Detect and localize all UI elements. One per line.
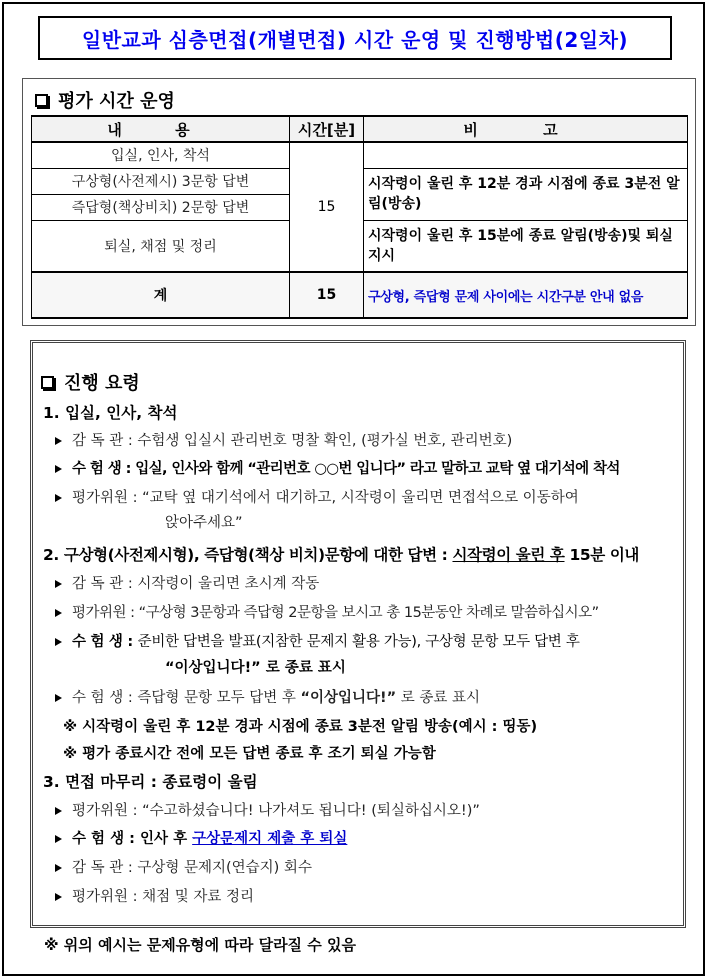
footnote: ※ 위의 예시는 문제유형에 따라 달라질 수 있음 <box>44 936 356 954</box>
procedure-heading-text: 진행 요령 <box>64 373 140 394</box>
step2-note: ※ 시작령이 울린 후 12분 경과 시점에 종료 3분전 알림 방송(예시 : 띵동) <box>63 719 538 735</box>
page-title: 일반교과 심층면접(개별면접) 시간 운영 및 진행방법(2일차) <box>38 16 672 60</box>
list-item-label: 수 험 생 : 인사 후 <box>72 831 193 847</box>
row-note-empty <box>364 142 688 168</box>
list-item <box>55 429 512 450</box>
bullet-triangle-icon <box>55 580 62 588</box>
schedule-heading-text: 평가 시간 운영 <box>58 91 175 112</box>
step2-heading <box>43 543 639 565</box>
list-item-bold: “이상입니다!” <box>300 690 397 706</box>
bullet-triangle-icon <box>55 864 62 872</box>
list-item-text: 감 독 관 : 시작령이 울리면 초시계 작동 <box>72 576 320 592</box>
bullet-triangle-icon <box>55 835 62 843</box>
list-item-text: 평가위원 : “구상형 3문항과 즉답형 2문항을 보시고 총 15분동안 차례로 말씀하십시오” <box>72 605 599 621</box>
step2-heading-suffix: 15분 이내 <box>564 546 639 564</box>
schedule-table <box>31 115 688 319</box>
step2-heading-underlined: 시작령이 울린 후 <box>452 546 565 564</box>
bullet-triangle-icon <box>55 609 62 617</box>
step2-note: ※ 평가 종료시간 전에 모든 답변 종료 후 조기 퇴실 가능함 <box>63 746 436 762</box>
list-item-text: 감 독 관 : 수험생 입실시 관리번호 명찰 확인, (평가실 번호, 관리번호) <box>72 433 513 449</box>
list-item <box>55 856 312 877</box>
row-content: 구상형(사전제시) 3문항 답변 <box>32 168 290 194</box>
list-item <box>55 686 480 707</box>
bullet-triangle-icon <box>55 694 62 702</box>
schedule-heading <box>35 87 175 113</box>
total-time: 15 <box>290 272 364 318</box>
total-note: 구상형, 즉답형 문제 사이에는 시간구분 안내 없음 <box>364 272 688 318</box>
procedure-section <box>30 340 686 928</box>
row-note: 시작령이 울린 후 15분에 종료 알림(방송)및 퇴실 지시 <box>364 220 688 272</box>
row-note: 시작령이 울린 후 12분 경과 시점에 종료 3분전 알림(방송) <box>364 168 688 220</box>
list-item-highlight: 구상문제지 제출 후 퇴실 <box>192 831 348 847</box>
column-header-note: 비 고 <box>364 116 688 142</box>
bullet-triangle-icon <box>55 893 62 901</box>
list-item <box>55 572 319 593</box>
list-item-continuation: “이상입니다!” 로 종료 표시 <box>165 660 346 676</box>
list-item-continuation: 앉아주세요” <box>165 515 243 531</box>
step1-heading: 1. 입실, 인사, 착석 <box>43 404 178 422</box>
row-content: 입실, 인사, 착석 <box>32 142 290 168</box>
list-item-text: 평가위원 : “교탁 옆 대기석에서 대기하고, 시작령이 울리면 면접석으로 이동하여 <box>72 490 579 506</box>
table-header-row <box>32 116 688 142</box>
step3-heading: 3. 면접 마무리 : 종료령이 울림 <box>43 773 258 791</box>
checkbox-square-icon <box>35 94 48 107</box>
list-item <box>55 885 254 906</box>
row-time: 15 <box>290 142 364 272</box>
total-row <box>32 272 688 318</box>
bullet-triangle-icon <box>55 807 62 815</box>
list-item-text: 수 험 생 : 입실, 인사와 함께 “관리번호 ○○번 입니다” 라고 말하고 교탁 옆 대기석에 착석 <box>72 461 620 477</box>
list-item-suffix: 로 종료 표시 <box>396 690 481 706</box>
schedule-section <box>22 78 696 326</box>
row-content: 퇴실, 채점 및 정리 <box>32 220 290 272</box>
row-content: 즉답형(책상비치) 2문항 답변 <box>32 194 290 220</box>
bullet-triangle-icon <box>55 638 62 646</box>
procedure-heading <box>41 369 140 395</box>
bullet-triangle-icon <box>55 437 62 445</box>
list-item <box>55 827 347 848</box>
bullet-triangle-icon <box>55 465 62 473</box>
list-item <box>55 601 599 622</box>
table-row <box>32 142 688 168</box>
list-item-text: 수 험 생 : 즉답형 문항 모두 답변 후 <box>72 690 301 706</box>
total-label: 계 <box>32 272 290 318</box>
list-item-text: 평가위원 : 채점 및 자료 정리 <box>72 889 255 905</box>
list-item <box>55 486 579 507</box>
list-item-label: 수 험 생 : <box>72 634 138 650</box>
column-header-content: 내 용 <box>32 116 290 142</box>
list-item <box>55 799 480 820</box>
step2-heading-text: 2. 구상형(사전제시형), 즉답형(책상 비치)문항에 대한 답변 : <box>43 546 453 564</box>
checkbox-square-icon <box>41 376 54 389</box>
list-item-text: 감 독 관 : 구상형 문제지(연습지) 회수 <box>72 860 312 876</box>
list-item <box>55 630 580 651</box>
column-header-time: 시간[분] <box>290 116 364 142</box>
bullet-triangle-icon <box>55 494 62 502</box>
list-item-text: 준비한 답변을 발표(지참한 문제지 활용 가능), 구상형 문항 모두 답변 후 <box>137 634 580 650</box>
list-item <box>55 457 620 478</box>
list-item-text: 평가위원 : “수고하셨습니다! 나가셔도 됩니다! (퇴실하십시오!)” <box>72 803 480 819</box>
